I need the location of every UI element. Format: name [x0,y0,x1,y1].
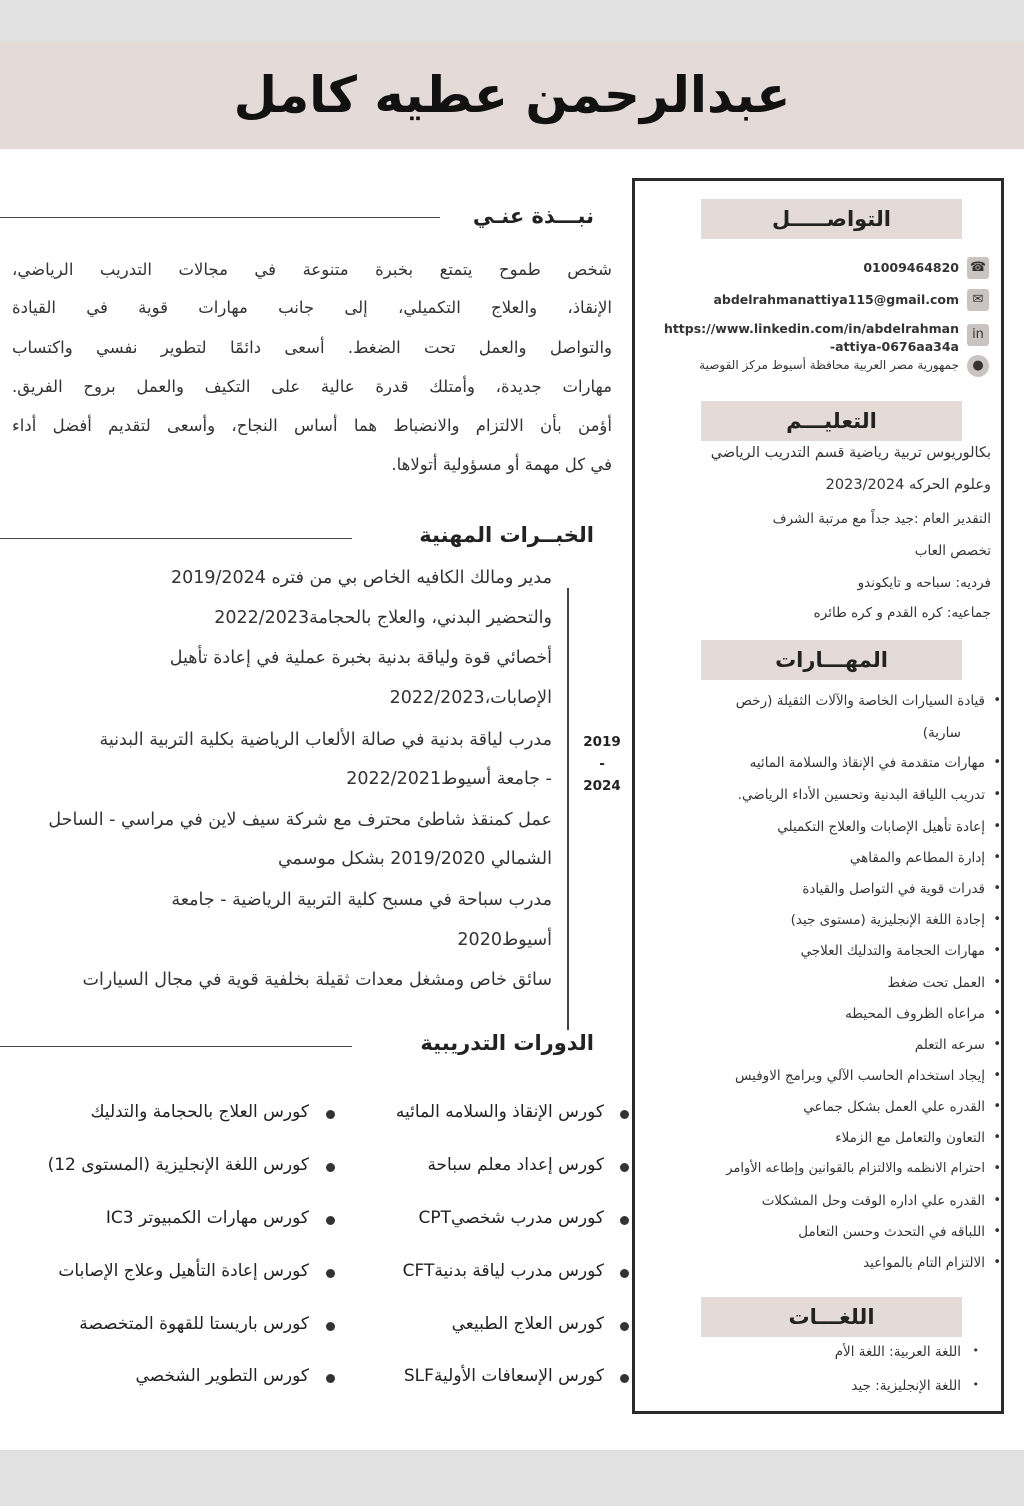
course-item: كورس العلاج الطبيعي [451,1314,604,1334]
linkedin-icon: in [967,324,989,346]
timeline-start-year: 2019 [583,734,621,750]
course-bullet [326,1216,335,1225]
experience-line: أخصائي قوة ولياقة بدنية بخبرة عملية في إعادة تأهيل [169,648,552,668]
education-line: وعلوم الحركه 2023/2024 [825,477,991,493]
course-item: كورس مدرب لياقة بدنيةCFT [402,1261,604,1281]
about-title: نبـــذة عنـي [472,204,594,228]
skill-item: • إعادة تأهيل الإصابات والعلاج التكميلي [645,819,985,835]
experience-line: مدرب سباحة في مسبح كلية التربية الرياضية - جامعة [171,890,552,910]
contact-email-row [635,289,989,313]
course-bullet [620,1163,629,1172]
course-item: كورس الإنقاذ والسلامه المائيه [395,1102,604,1122]
contact-phone-row [635,257,989,281]
skill-item: • إيجاد استخدام الحاسب الآلي وبرامج الاوفيس [645,1068,985,1084]
skill-item: • العمل تحت ضغط [645,975,985,991]
experience-line: والتحضير البدني، والعلاج بالحجامة2022/2023 [214,608,552,628]
experience-line: الإصابات،2022/2023 [389,688,552,708]
skill-item: • مراعاه الظروف المحيطه [645,1006,985,1022]
contact-linkedin-line2[interactable]: -attiya-0676aa34a [829,339,959,354]
skill-item: • قدرات قوية في التواصل والقيادة [645,881,985,897]
education-line: بكالوريوس تربية رياضية قسم التدريب الرياضي [710,445,991,461]
skills-title: المهـــارات [701,640,962,680]
education-line: تخصص العاب [914,543,991,559]
experience-line: سائق خاص ومشغل معدات ثقيلة بخلفية قوية في مجال السيارات [82,970,552,990]
person-name: عبدالرحمن عطيه كامل [233,66,791,124]
skill-item: • اللباقه في التحدث وحسن التعامل [645,1224,985,1240]
skill-item: • قيادة السيارات الخاصة والآلات الثقيلة (رخص [645,693,985,709]
skill-item: • مهارات متقدمة في الإنقاذ والسلامة المائيه [645,755,985,771]
courses-title: الدورات التدريبية [420,1031,594,1055]
experience-timeline [567,588,569,1030]
course-item: كورس إعادة التأهيل وعلاج الإصابات [58,1261,309,1281]
course-item: كورس التطوير الشخصي [135,1366,309,1386]
resume-header [0,42,1024,149]
skill-item: • الالتزام التام بالمواعيد [645,1255,985,1271]
contact-email: abdelrahmanattiya115@gmail.com [713,292,959,307]
contact-address: جمهورية مصر العربية محافظة أسيوط مركز القوصية [699,358,959,372]
course-bullet [326,1163,335,1172]
course-bullet [620,1269,629,1278]
skill-item: • سرعه التعلم [645,1037,985,1053]
course-bullet [326,1269,335,1278]
course-bullet [326,1110,335,1119]
skill-item-continued: سارية) [922,725,961,741]
phone-icon: ☎ [967,257,989,279]
course-item: كورس مدرب شخصيCPT [418,1208,604,1228]
about-line: مهارات جديدة، وأمتلك قدرة عالية على التكيف والعمل بروح الفريق. [12,377,612,396]
experience-line: عمل كمنقذ شاطئ محترف مع شركة سيف لاين في مراسي - الساحل [48,810,552,830]
experience-line: مدرب لياقة بدنية في صالة الألعاب الرياضية بكلية التربية البدنية [99,730,552,750]
contact-linkedin-line1[interactable]: https://www.linkedin.com/in/abdelrahman [663,321,959,336]
course-bullet [620,1216,629,1225]
course-item: كورس مهارات الكمبيوتر IC3 [105,1208,309,1228]
course-bullet [326,1322,335,1331]
location-pin-icon: ● [967,355,989,377]
resume-page [0,42,1024,1450]
about-divider [0,217,440,218]
course-item: كورس إعداد معلم سباحة [427,1155,604,1175]
skill-item: • إدارة المطاعم والمقاهي [645,850,985,866]
skill-item: • مهارات الحجامة والتدليك العلاجي [645,943,985,959]
language-item: • اللغة الإنجليزية: جيد [851,1378,961,1394]
about-line: الإنقاذ، والعلاج التكميلي، إلى جانب مهارات قوية في القيادة [12,298,612,317]
education-line: جماعيه: كره القدم و كره طائره [813,605,991,621]
course-item: كورس العلاج بالحجامة والتدليك [90,1102,309,1122]
experience-line: - جامعة أسيوط2022/2021 [346,769,552,789]
course-bullet [326,1374,335,1383]
about-line: والتواصل والعمل تحت الضغط. أسعى دائمًا لتطوير نفسي واكتساب [12,338,612,357]
about-line: في كل مهمة أو مسؤولية أتولاها. [391,455,612,474]
course-item: كورس الإسعافات الأوليةSLF [403,1366,604,1386]
skill-item: • التعاون والتعامل مع الزملاء [645,1130,985,1146]
skill-item: • احترام الانظمه والالتزام بالقوانين وإطاعه الأوامر [645,1161,985,1176]
education-line: فرديه: سباحه و تايكوندو [857,575,991,591]
courses-divider [0,1046,352,1047]
skill-item: • القدره علي العمل بشكل جماعي [645,1099,985,1115]
course-item: كورس باريستا للقهوة المتخصصة [79,1314,309,1334]
timeline-separator: - [599,756,605,772]
mail-icon: ✉ [967,289,989,311]
about-line: شخص طموح يتمتع بخبرة متنوعة في مجالات التدريب الرياضي، [12,260,612,279]
course-bullet [620,1322,629,1331]
experience-line: الشمالي 2019/2020 بشكل موسمي [277,849,552,869]
education-line: التقدير العام :جيد جداً مع مرتبة الشرف [772,511,991,527]
course-bullet [620,1374,629,1383]
experience-title: الخبــرات المهنية [419,523,594,547]
contact-title: التواصـــــل [701,199,962,239]
timeline-end-year: 2024 [583,778,621,794]
skill-item: • إجادة اللغة الإنجليزية (مستوى جيد) [645,912,985,928]
course-bullet [620,1110,629,1119]
contact-address-row [635,355,989,379]
course-item: كورس اللغة الإنجليزية (المستوى 12) [47,1155,309,1175]
skill-item: • القدره علي اداره الوقت وحل المشكلات [645,1193,985,1209]
contact-phone: 01009464820 [863,260,959,275]
about-line: أؤمن بأن الالتزام والانضباط هما أساس النجاح، وأسعى لتقديم أفضل أداء [12,416,612,435]
language-item: • اللغة العربية: اللغة الأم [835,1344,961,1360]
experience-line: أسيوط2020 [457,930,552,950]
languages-title: اللغـــات [701,1297,962,1337]
experience-line: مدير ومالك الكافيه الخاص بي من فتره 2019/2024 [170,568,552,588]
education-title: التعليـــم [701,401,962,441]
sidebar [632,178,1004,1414]
experience-divider [0,538,352,539]
skill-item: • تدريب اللياقة البدنية وتحسين الأداء الرياضي. [645,787,985,803]
